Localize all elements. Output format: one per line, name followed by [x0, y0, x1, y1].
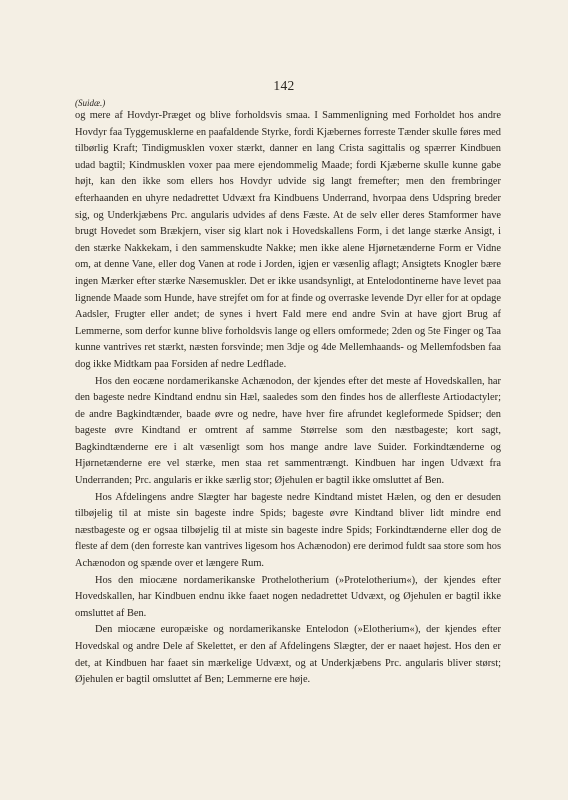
- paragraph-4: Hos den miocæne nordamerikanske Prothelotherium (»Protelotherium«), der kjendes efter Hovedskallen, har Kindbuen endnu ikke faaet nogen nedadrettet Udvæxt, og Øjehulen er bagtil ikke omsluttet af Ben.: [75, 574, 501, 619]
- paragraph-2: Hos den eocæne nordamerikanske Achænodon, der kjendes efter det meste af Hovedskallen, har den bageste nedre Kindtand endnu sin Hæl, saaledes som den findes hos de allerfleste Artiodactyler; de andre Bagkindtænder, baade øvre og nedre, have hver fire afrundet kegleformede Spidser; den bageste øvre Kindtand er omtrent af samme Størrelse som den næstbageste; kort sagt, Bagkindtænderne ere i alt væsenligt som hos mange andre lave Suider. Forkindtænderne og Hjørnetænderne ere vel stærke, men staa ret sammentrængt. Kindbuen har ingen Udvæxt fra Underranden; Prc. angularis er ikke særlig stor; Øjehulen er bagtil ikke omsluttet af Ben.: [75, 375, 501, 487]
- page-number: 142: [273, 78, 295, 93]
- body-text: [75, 108, 501, 689]
- paragraph-1: og mere af Hovdyr-Præget og blive forholdsvis smaa. I Sammenligning med Forholdet hos andre Hovdyr faa Tyggemusklerne en paafaldende Styrke, fordi Kjæbernes forreste Tænder skulle føres med tilbørlig Kraft; Tindigmusklen voxer stærkt, danner en lang Crista sagittalis og spærrer Kindbuen udad bagtil; Kindmusklen voxer paa mere ejendommelig Maade; fordi Kjæberne skulle kunne gabe højt, kan den ikke som ellers hos Hovdyr udvide sig langt fremefter; men den frembringer efterhaanden en uhyre nedadrettet Udvæxt fra Kindbuens Underrand, hvorpaa dens Udspring breder sig, og Underkjæbens Prc. angularis udvides af dens Fæste. At de selv eller deres Stamformer have brugt Hovedet som Brækjern, viser sig klart nok i Hovedskallens Form, i det lange stærke Ansigt, i den stærke Nakkekam, i den sammenskudte Nakke; men ikke alene Hjørnetænderne Form er Vidne om, at denne Vane, eller dog Vanen at rode i Jorden, igjen er væsenlig aflagt; Ansigtets Knogler bære ingen Mærker efter stærke Næsemuskler. Det er ikke usandsynligt, at Entelodontinerne have levet paa lignende Maade som Hunde, have strejfet om for at finde og overraske levende Dyr eller for at opdage Aadsler, Frugter eller andet; de synes i hvert Fald mere end andre Svin at have gjort Brug af Lemmerne, som derfor kunne blive forholdsvis lange og ellers omformede; 2den og 5te Finger og Taa kunne vantrives ret stærkt, næsten forsvinde; men 3dje og 4de Mellemhaands- og Mellemfodsben faa dog ikke Midtkam paa Forsiden af nedre Ledflade.: [75, 110, 501, 370]
- paragraph-3: Hos Afdelingens andre Slægter har bageste nedre Kindtand mistet Hælen, og den er desuden tilbøjelig til at miste sin bageste indre Spids; bageste øvre Kindtand bliver lidt mindre end næstbageste og er ogsaa tilbøjelig til at miste sin bageste indre Spids; Forkindtænderne eller dog de fleste af dem (den forreste kan vantrives ligesom hos Achænodon) ere derimod fuldt saa store som hos Achænodon og spænde over et længere Rum.: [75, 491, 501, 570]
- paragraph-5: Den miocæne europæiske og nordamerikanske Entelodon (»Elotherium«), der kjendes efter Hovedskal og andre Dele af Skelettet, er den af Afdelingens Slægter, der er naaet højest. Hos den er det, at Kindbuen har faaet sin mærkelige Udvæxt, og at Underkjæbens Prc. angularis bliver størst; Øjehulen er bagtil omsluttet af Ben; Lemmerne ere høje.: [75, 624, 501, 686]
- section-label: (Suidæ.): [75, 98, 106, 108]
